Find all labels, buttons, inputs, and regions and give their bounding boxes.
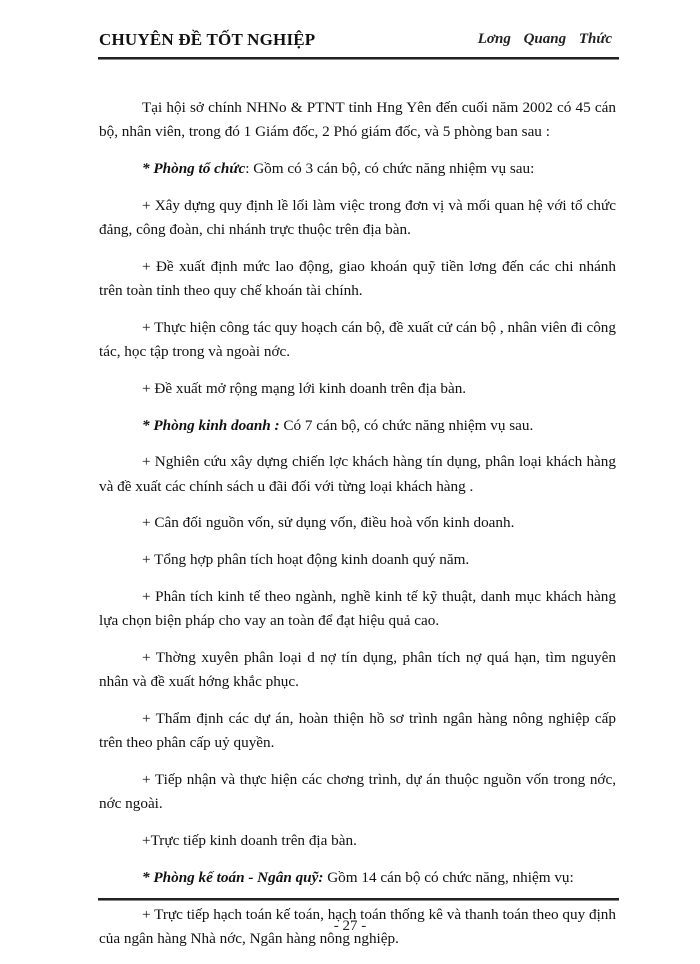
paragraph-text: Gồm 14 cán bộ có chức năng, nhiệm vụ: [323, 868, 574, 886]
paragraph [99, 414, 616, 438]
paragraph [99, 548, 616, 572]
paragraph [99, 866, 616, 890]
paragraph [99, 255, 616, 303]
paragraph-text: Có 7 cán bộ, có chức năng nhiệm vụ sau. [279, 416, 534, 434]
paragraph-text: + Đề xuất mở rộng mạng lới kinh doanh trên địa bàn. [142, 379, 467, 397]
section-heading: * Phòng tổ chức [142, 160, 246, 177]
header-author: Lơng Quang Thức [477, 31, 612, 47]
paragraph-text: + Đề xuất định mức lao động, giao khoán quỹ tiền lơng đến các chi nhánh trên toàn tỉnh theo quy chế khoán tài chính. [99, 257, 616, 299]
document-body [99, 96, 616, 964]
header-title: CHUYÊN ĐỀ TỐT NGHIỆP [99, 30, 316, 49]
paragraph [99, 450, 616, 498]
paragraph-text: + Nghiên cứu xây dựng chiến lợc khách hàng tín dụng, phân loại khách hàng và đề xuất các chính sách u đãi đối với từng loại khách hàng . [99, 453, 616, 495]
paragraph [99, 768, 616, 816]
footer-divider [98, 898, 619, 901]
paragraph [99, 707, 616, 755]
paragraph [99, 646, 616, 694]
paragraph-text: + Thờng xuyên phân loại d nợ tín dụng, phân tích nợ quá hạn, tìm nguyên nhân và đề xuất hớng khắc phục. [99, 648, 616, 691]
paragraph-text: + Thực hiện công tác quy hoạch cán bộ, đề xuất cử cán bộ , nhân viên đi công tác, học tập trong và ngoài nớc. [99, 318, 616, 360]
paragraph-text: + Thẩm định các dự án, hoàn thiện hồ sơ trình ngân hàng nông nghiệp cấp trên theo phân cấp uỷ quyền. [99, 709, 616, 752]
paragraph [99, 585, 616, 633]
paragraph [99, 829, 616, 853]
paragraph [99, 511, 616, 535]
paragraph [99, 96, 616, 144]
paragraph-text: +Trực tiếp kinh doanh trên địa bàn. [142, 831, 357, 849]
section-heading: * Phòng kinh doanh : [142, 416, 280, 434]
header-divider [98, 57, 619, 60]
paragraph [99, 377, 616, 401]
paragraph-text: + Xây dựng quy định lề lối làm việc trong đơn vị và mối quan hệ với tổ chức đảng, công đoàn, chi nhánh trực thuộc trên địa bàn. [99, 196, 616, 238]
page-number: - 27 - [333, 918, 367, 934]
section-heading: * Phòng kế toán - Ngân quỹ: [142, 868, 324, 886]
paragraph-text: Tại hội sở chính NHNo & PTNT tỉnh Hng Yên đến cuối năm 2002 có 45 cán bộ, nhân viên, trong đó 1 Giám đốc, 2 Phó giám đốc, và 5 phòng ban sau : [99, 99, 616, 141]
paragraph [99, 194, 616, 242]
paragraph [99, 157, 616, 181]
paragraph-text: : Gồm có 3 cán bộ, có chức năng nhiệm vụ sau: [245, 160, 535, 177]
paragraph-text: + Phân tích kinh tế theo ngành, nghề kinh tế kỹ thuật, danh mục khách hàng lựa chọn biện pháp cho vay an toàn để đạt hiệu quả cao. [99, 587, 616, 630]
paragraph-text: + Tổng hợp phân tích hoạt động kinh doanh quý năm. [142, 551, 470, 569]
paragraph-text: + Cân đối nguồn vốn, sử dụng vốn, điều hoà vốn kinh doanh. [142, 514, 515, 532]
paragraph-text: + Trực tiếp hạch toán kế toán, hạch toán thống kê và thanh toán theo quy định của ngân hàng Nhà nớc, Ngân hàng nông nghiệp. [99, 905, 616, 947]
paragraph-text: + Tiếp nhận và thực hiện các chơng trình, dự án thuộc nguồn vốn trong nớc, nớc ngoài. [99, 770, 616, 813]
paragraph [99, 316, 616, 364]
